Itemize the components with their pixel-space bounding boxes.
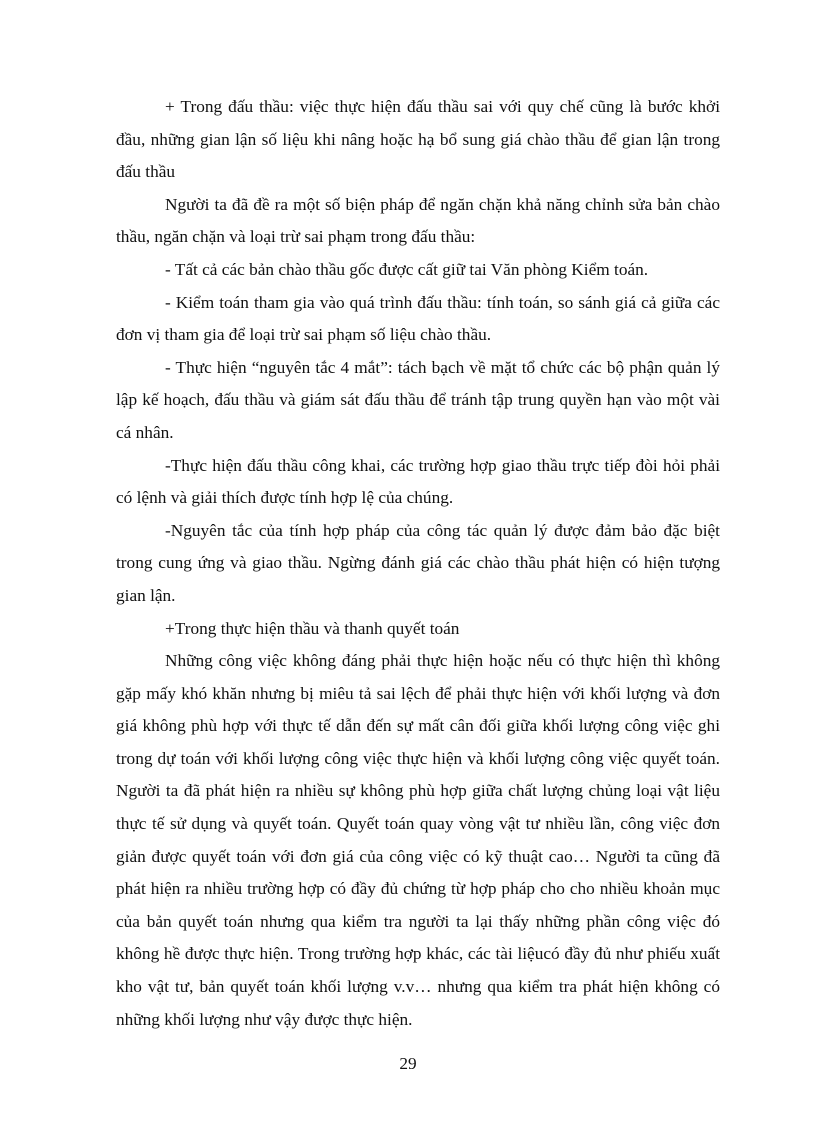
paragraph-settlement-body: Những công việc không đáng phải thực hiện hoặc nếu có thực hiện thì không gặp mấy khó khăn nhưng bị miêu tả sai lệch để phải thực hiện với khối lượng và đơn giá không phù hợp với thực tế dẫn đến sự mất cân đối giữa khối lượng công việc ghi trong dự toán với khối lượng công việc thực hiện và khối lượng công việc quyết toán. Người ta đã phát hiện ra nhiều sự không phù hợp giữa chất lượng chủng loại vật liệu thực tế sử dụng và quyết toán. Quyết toán quay vòng vật tư nhiều lần, công việc đơn giản được quyết toán với đơn giá của công việc có kỹ thuật cao… Người ta cũng đã phát hiện ra nhiều trường hợp có đầy đủ chứng từ hợp pháp cho cho nhiều khoản mục của bản quyết toán nhưng qua kiểm tra người ta lại thấy những phần công việc đó không hề được thực hiện. Trong trường hợp khác, các tài liệucó đầy đủ như phiếu xuất kho vật tư, bản quyết toán khối lượng v.v… nhưng qua kiểm tra phát hiện không có những khối lượng như vậy được thực hiện. [116, 651, 720, 1029]
paragraph-measures-intro: Người ta đã đề ra một số biện pháp để ngăn chặn khả năng chỉnh sửa bản chào thầu, ngăn chặn và loại trừ sai phạm trong đấu thầu: [116, 194, 720, 247]
page-number: 29 [399, 1054, 417, 1073]
paragraph-measure-legality: -Nguyên tắc của tính hợp pháp của công tác quản lý được đảm bảo đặc biệt trong cung ứng và giao thầu. Ngừng đánh giá các chào thầu phát hiện có hiện tượng gian lận. [116, 520, 720, 605]
paragraph-bidding-intro: + Trong đấu thầu: việc thực hiện đấu thầu sai với quy chế cũng là bước khởi đầu, những gian lận số liệu khi nâng hoặc hạ bổ sung giá chào thầu để gian lận trong đấu thầu [116, 97, 720, 182]
paragraph-measure-audit: - Kiểm toán tham gia vào quá trình đấu thầu: tính toán, so sánh giá cả giữa các đơn vị tham gia để loại trừ sai phạm số liệu chào thầu. [116, 292, 720, 345]
paragraph-measure-public-bidding: -Thực hiện đấu thầu công khai, các trường hợp giao thầu trực tiếp đòi hỏi phải có lệnh và giải thích được tính hợp lệ của chúng. [116, 455, 720, 508]
paragraph-measure-storage: - Tất cả các bản chào thầu gốc được cất giữ tai Văn phòng Kiểm toán. [165, 259, 649, 279]
paragraph-settlement-heading: +Trong thực hiện thầu và thanh quyết toán [165, 618, 460, 638]
paragraph-measure-four-eyes: - Thực hiện “nguyên tắc 4 mắt”: tách bạch về mặt tổ chức các bộ phận quản lý lập kế hoạch, đấu thầu và giám sát đấu thầu để tránh tập trung quyền hạn vào một vài cá nhân. [116, 357, 720, 442]
body-text [116, 91, 720, 1036]
